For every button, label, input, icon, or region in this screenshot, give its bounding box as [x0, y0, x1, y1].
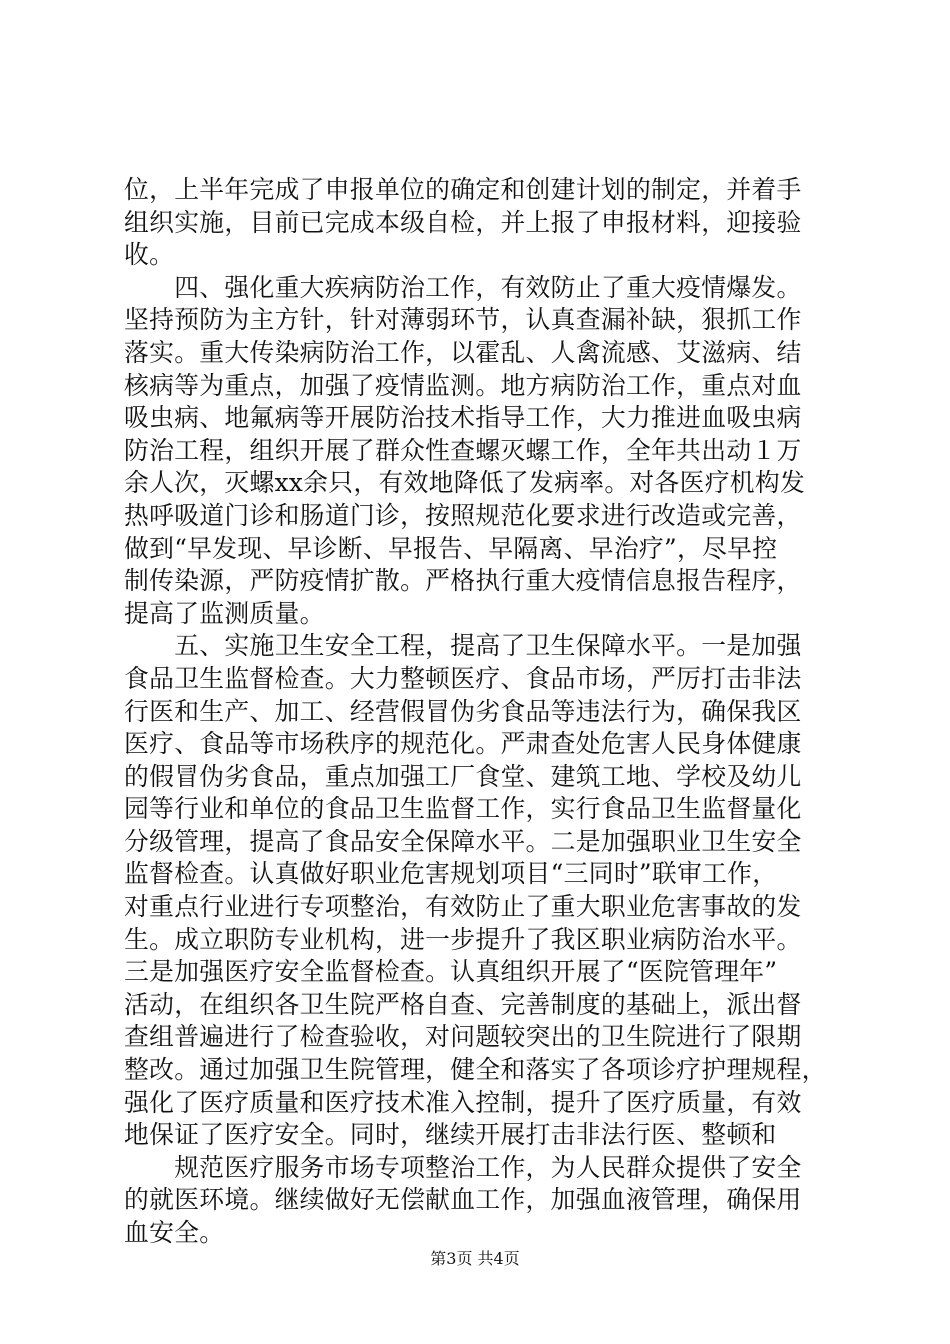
text-line: 提高了监测质量。	[124, 598, 325, 628]
text-line: 防治工程，组织开展了群众性查螺灭螺工作，全年共出动１万	[124, 435, 802, 465]
text-line: 收。	[124, 240, 175, 270]
text-line: 对重点行业进行专项整治，有效防止了重大职业危害事故的发	[124, 892, 802, 922]
text-line: 热呼吸道门诊和肠道门诊，按照规范化要求进行改造或完善，	[124, 500, 802, 530]
text-line: 食品卫生监督检查。大力整顿医疗、食品市场，严厉打击非法	[124, 663, 802, 693]
text-line: 血安全。	[124, 1218, 225, 1247]
text-line: 制传染源，严防疫情扩散。严格执行重大疫情信息报告程序，	[124, 566, 802, 596]
text-line: 位，上半年完成了申报单位的确定和创建计划的制定，并着手	[124, 175, 802, 204]
page-footer	[0, 1246, 950, 1269]
text-line: 查组普遍进行了检查验收，对问题较突出的卫生院进行了限期	[124, 1022, 802, 1052]
text-line: 活动，在组织各卫生院严格自查、完善制度的基础上，派出督	[124, 989, 802, 1019]
text-line: 监督检查。认真做好职业危害规划项目“三同时”联审工作，	[124, 859, 778, 889]
text-line: 余人次，灭螺xx余只，有效地降低了发病率。对各医疗机构发	[124, 468, 806, 498]
text-line: 核病等为重点，加强了疫情监测。地方病防治工作，重点对血	[124, 370, 802, 400]
text-line: 地保证了医疗安全。同时，继续开展打击非法行医、整顿和	[124, 1120, 777, 1150]
text-line: 坚持预防为主方针，针对薄弱环节，认真查漏补缺，狠抓工作	[124, 305, 802, 335]
text-line: 强化了医疗质量和医疗技术准入控制，提升了医疗质量，有效	[124, 1087, 802, 1117]
text-line: 生。成立职防专业机构，进一步提升了我区职业病防治水平。	[124, 924, 802, 954]
text-line: 四、强化重大疾病防治工作，有效防止了重大疫情爆发。	[124, 272, 802, 302]
text-line: 园等行业和单位的食品卫生监督工作，实行食品卫生监督量化	[124, 794, 802, 824]
text-line: 的假冒伪劣食品，重点加强工厂食堂、建筑工地、学校及幼儿	[124, 761, 802, 791]
text-line: 医疗、食品等市场秩序的规范化。严肃查处危害人民身体健康	[124, 729, 802, 759]
text-line: 行医和生产、加工、经营假冒伪劣食品等违法行为，确保我区	[124, 696, 802, 726]
text-line: 规范医疗服务市场专项整治工作，为人民群众提供了安全	[124, 1152, 802, 1182]
text-line: 落实。重大传染病防治工作，以霍乱、人禽流感、艾滋病、结	[124, 337, 802, 367]
text-line: 组织实施，目前已完成本级自检，并上报了申报材料，迎接验	[124, 207, 802, 237]
page-number: 第3页 共4页	[430, 1249, 520, 1268]
document-body	[124, 174, 844, 1250]
text-line: 分级管理，提高了食品安全保障水平。二是加强职业卫生安全	[124, 826, 802, 856]
text-line: 的就医环境。继续做好无偿献血工作，加强血液管理，确保用	[124, 1185, 802, 1215]
text-line: 三是加强医疗安全监督检查。认真组织开展了“医院管理年”	[124, 957, 778, 987]
text-line: 整改。通过加强卫生院管理，健全和落实了各项诊疗护理规程，	[124, 1055, 827, 1085]
text-line: 吸虫病、地氟病等开展防治技术指导工作，大力推进血吸虫病	[124, 403, 802, 433]
text-line: 五、实施卫生安全工程，提高了卫生保障水平。一是加强	[124, 631, 802, 661]
text-line: 做到“早发现、早诊断、早报告、早隔离、早治疗”，尽早控	[124, 533, 778, 563]
